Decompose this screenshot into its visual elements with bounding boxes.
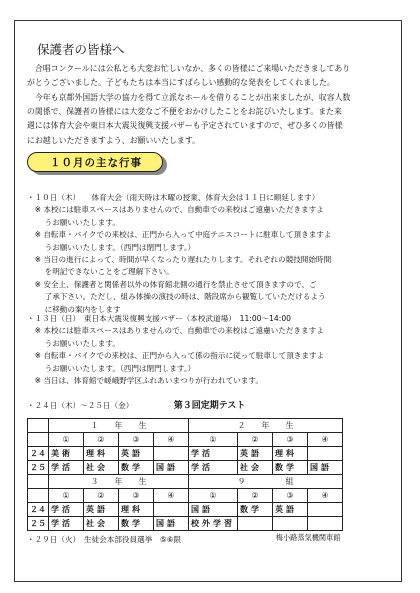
subject-cell: 理科 xyxy=(84,447,119,461)
subject-cell: 英語 xyxy=(238,447,273,461)
event-note-line: 了承下さい。ただし、組み体操の演技の時は、階段席から観覧していただけるよう xyxy=(27,292,326,302)
subject-cell: 国語 xyxy=(189,503,238,517)
field-trip-note: 梅小路蒸気機関車館 xyxy=(275,532,341,542)
subject-cell: 校外学習 xyxy=(189,517,238,531)
event-note-line: うお願いいたします。 xyxy=(27,338,120,348)
day-cell: ２４ xyxy=(28,503,49,517)
table-row xyxy=(28,433,343,447)
subject-cell: 社会 xyxy=(84,517,119,531)
subject-cell: 理科 xyxy=(273,447,308,461)
period-cell: ① xyxy=(49,489,84,503)
event-note-line: うお願いいたします。（西門は閉門します。） xyxy=(27,363,196,373)
event-note-line: ※ 本校には駐車スペースはありませんので、自動車での来校はご遠慮いただきますよ xyxy=(27,326,324,336)
subject-cell: 英語 xyxy=(273,503,308,517)
events-badge xyxy=(25,150,173,174)
event-note-line: ※ 自転車・バイクでの来校は、正門から入って中庭テニスコートに駐車して頂きますよ xyxy=(27,230,332,240)
period-cell: ④ xyxy=(308,489,343,503)
period-cell: ③ xyxy=(273,433,308,447)
period-cell: ② xyxy=(238,489,273,503)
event-election: ・２９日（火） 生徒会本部役員選挙 ⑤⑥限 xyxy=(27,535,182,544)
subject-cell: 理科 xyxy=(119,503,154,517)
exam-schedule-table xyxy=(27,418,343,544)
event-note-line: ※ 安全上、保護者と関係者以外の体育館北側の通行を禁止させて頂きますので、ご xyxy=(27,279,317,289)
day-cell: ２４ xyxy=(28,447,49,461)
period-cell: ③ xyxy=(119,433,154,447)
event-title: ・１０日（木） 体育大会（雨天時は木曜の授業、体育大会は１１日に順延します） xyxy=(27,193,320,202)
subject-cell: 学活 xyxy=(189,461,238,475)
subject-cell: 国語 xyxy=(154,517,189,531)
period-cell: ① xyxy=(49,433,84,447)
subject-cell xyxy=(308,503,343,517)
event-note-line: ※ 本校には駐車スペースはありませんので、自動車での来校はご遠慮いただきますよ xyxy=(27,205,324,215)
subject-cell: 社会 xyxy=(238,461,273,475)
subject-cell: 数学 xyxy=(273,461,308,475)
day-cell: ２５ xyxy=(28,461,49,475)
period-cell: ④ xyxy=(154,489,189,503)
period-cell: ③ xyxy=(119,489,154,503)
subject-cell: 社会 xyxy=(84,461,119,475)
intro-line: 週には体育大会や東日本大震災復興支援バザーも予定されていますので、ぜひ多くの皆様 xyxy=(27,121,343,131)
subject-cell xyxy=(273,517,308,531)
table-row xyxy=(28,475,343,489)
table-row xyxy=(28,419,343,433)
grade-header: ２ 年 生 xyxy=(189,419,343,433)
subject-cell: 学活 xyxy=(49,517,84,531)
table-row xyxy=(28,489,343,503)
subject-cell xyxy=(308,447,343,461)
subject-cell: 英語 xyxy=(84,503,119,517)
period-cell: ① xyxy=(189,433,238,447)
table-row xyxy=(28,447,343,461)
period-cell: ③ xyxy=(273,489,308,503)
badge-box xyxy=(27,152,163,172)
exam-title-row xyxy=(27,400,245,412)
intro-line: にお越しいただきますよう、お願いいたします。 xyxy=(27,135,200,145)
table-row xyxy=(28,517,343,531)
subject-cell xyxy=(154,447,189,461)
day-cell: ２５ xyxy=(28,517,49,531)
event-note-line: ※ 当日の進行によって、時間が早くなったり遅れたりします。それぞれの競技開始時間 xyxy=(27,255,332,264)
event-title: ・１３日（日） 東日本大震災復興支援バザー（本校武道場） 11:00～14:00 xyxy=(27,314,291,323)
period-cell: ① xyxy=(189,489,238,503)
subject-cell: 数学 xyxy=(238,503,273,517)
subject-cell xyxy=(308,517,343,531)
event-note-line: うお願いいたします。 xyxy=(27,217,120,227)
exam-date: ・２４日（木）～２５日（金） xyxy=(27,401,134,410)
intro-line: 今年も京都外国語大学の協力を得て立派なホールを借りることが出来ましたが、収容人数 xyxy=(27,92,351,102)
subject-cell: 国語 xyxy=(308,461,343,475)
letter-heading: 保護者の皆様へ xyxy=(37,42,125,57)
subject-cell: 学活 xyxy=(189,447,238,461)
day-cell xyxy=(28,489,49,503)
event-note-line: ※ 自転車・バイクでの来校は、正門から入って係の指示に従って駐車して頂きますよ xyxy=(27,351,325,361)
subject-cell: 数学 xyxy=(119,461,154,475)
subject-cell xyxy=(238,517,273,531)
period-cell: ④ xyxy=(154,433,189,447)
day-cell xyxy=(28,419,49,433)
table-row xyxy=(28,461,343,475)
grade-header: ３ 年 生 xyxy=(49,475,189,489)
period-cell: ② xyxy=(84,489,119,503)
grade-header: ９ 組 xyxy=(189,475,343,489)
grade-header: １ 年 生 xyxy=(49,419,189,433)
table-row xyxy=(28,503,343,517)
event-note-line: ※ 当日は、体育館で嵯峨野学区ふれあいまつりが行われています。 xyxy=(27,376,263,385)
subject-cell: 数学 xyxy=(119,517,154,531)
exam-title: 第３回定期テスト xyxy=(173,401,246,411)
subject-cell: 学活 xyxy=(49,503,84,517)
period-cell: ② xyxy=(84,433,119,447)
subject-cell: 国語 xyxy=(154,461,189,475)
badge-label: １０月の主な行事 xyxy=(50,157,142,169)
subject-cell: 学活 xyxy=(49,461,84,475)
day-cell xyxy=(28,475,49,489)
subject-cell xyxy=(154,503,189,517)
subject-cell: 英語 xyxy=(119,447,154,461)
event-note-line: に移動の案内をします xyxy=(27,304,121,314)
period-cell: ④ xyxy=(308,433,343,447)
intro-line: 合唱コンクールには公私とも大変お忙しいなか、多くの皆様にご来場いただきましてあり xyxy=(27,64,351,73)
intro-line: の関係で、保護者の皆様には大変なご不便をおかけしたことをお詫びいたします。また来 xyxy=(27,106,342,116)
subject-cell: 美術 xyxy=(49,447,84,461)
day-cell xyxy=(28,433,49,447)
intro-line: がとうございました。子どもたちは本当にすばらしい感動的な発表をしてくれました。 xyxy=(27,78,335,88)
event-note-line: を明記できないことをご理解下さい。 xyxy=(27,267,174,277)
event-note-line: うお願いいたします。（西門は閉門します。） xyxy=(27,242,196,252)
period-cell: ② xyxy=(238,433,273,447)
